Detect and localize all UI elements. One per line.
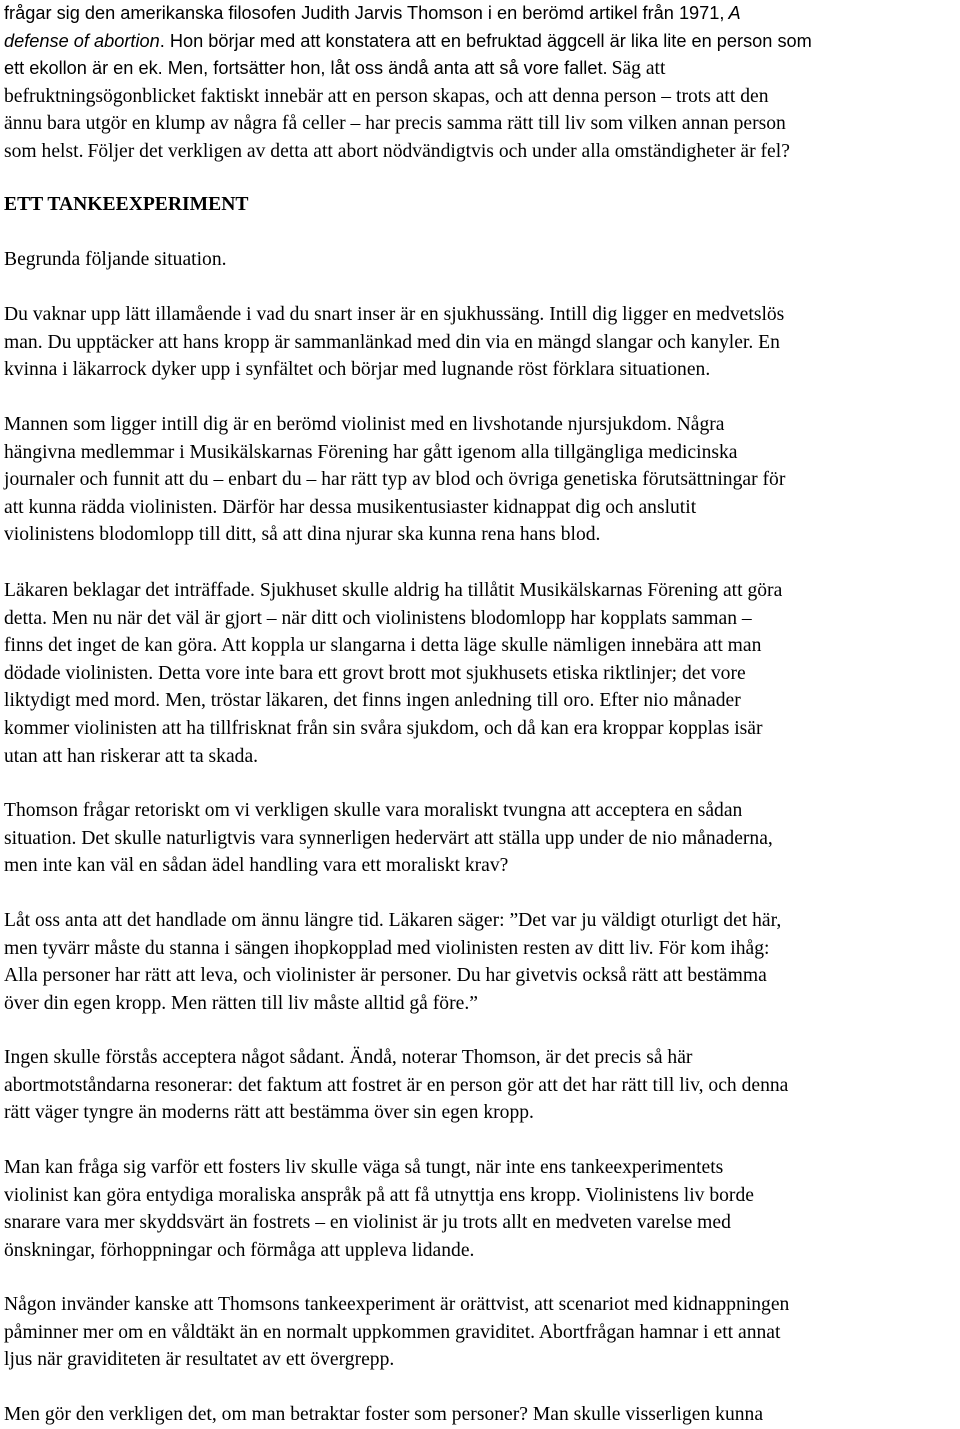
paragraph-1: Begrunda följande situation. — [4, 249, 227, 270]
paragraph-8: Man kan fråga sig varför ett fosters liv skulle väga så tungt, när inte ens tankeexperimentets violinist kan göra entydiga moraliska anspråk på att få utnyttja ens kropp. Violinistens liv borde snarare vara mer skyddsvärt än fostrets – en violinist är ju trots allt en medveten varelse med önskningar, förhoppningar och förmåga att uppleva lidande. — [4, 1157, 754, 1261]
intro-paragraph — [4, 0, 956, 166]
paragraph-6: Låt oss anta att det handlade om ännu längre tid. Läkaren säger: ”Det var ju väldigt oturligt det här, men tyvärr måste du stanna i sängen ihopkopplad med violinisten resten av ditt liv. För kom ihåg: Alla personer har rätt att leva, och violinister är personer. Du har givetvis också rätt att bestämma över din egen kropp. Men rätten till liv måste alltid gå före.” — [4, 910, 782, 1014]
intro-line-4: befruktningsögonblicket faktiskt innebär att en person skapas, och att denna person – trots att den — [4, 85, 769, 107]
intro-line-5: ännu bara utgör en klump av några få celler – har precis samma rätt till liv som vilken annan person — [4, 113, 786, 135]
italic-article-title: defense of abortion — [4, 30, 160, 51]
intro-line-3: ett ekollon är en ek. Men, fortsätter hon, låt oss ändå anta att så vore fallet. Säg att — [4, 58, 666, 80]
paragraph-9: Någon invänder kanske att Thomsons tankeexperiment är orättvist, att scenariot med kidnappningen påminner mer om en våldtäkt än en normalt uppkommen graviditet. Abortfrågan hamnar i ett annat ljus när graviditeten är resultatet av ett övergrepp. — [4, 1294, 790, 1371]
paragraph-7: Ingen skulle förstås acceptera något sådant. Ändå, noterar Thomson, är det precis så här abortmotståndarna resonerar: det faktum att fostret är en person gör att det har rätt till liv, och denna rätt väger tyngre än moderns rätt att bestämma över sin egen kropp. — [4, 1047, 789, 1124]
intro-line-6: som helst. Följer det verkligen av detta att abort nödvändigtvis och under alla omständigheter är fel? — [4, 140, 790, 162]
intro-line-1: frågar sig den amerikanska filosofen Judith Jarvis Thomson i en berömd artikel från 1971, A — [4, 3, 741, 23]
section-heading: ETT TANKEEXPERIMENT — [4, 194, 249, 215]
paragraph-5: Thomson frågar retoriskt om vi verkligen skulle vara moraliskt tvungna att acceptera en sådan situation. Det skulle naturligtvis vara synnerligen hedervärt att ställa upp under de nio månaderna, men inte kan väl en sådan ädel handling vara ett moraliskt krav? — [4, 800, 773, 877]
paragraph-3: Mannen som ligger intill dig är en berömd violinist med en livshotande njursjukdom. Några hängivna medlemmar i Musikälskarnas Förening har gått igenom alla tillgängliga medicinska journaler och funnit att du – enbart du – har rätt typ av blod och övriga genetiska förutsättningar för att kunna rädda violinisten. Därför har dessa musikentusiaster kidnappat dig och anslutit violinistens blodomlopp till ditt, så att dina njurar ska kunna rena hans blod. — [4, 414, 786, 546]
paragraph-4: Läkaren beklagar det inträffade. Sjukhuset skulle aldrig ha tillåtit Musikälskarnas Förening att göra detta. Men nu när det väl är gjort – när ditt och violinistens blodomlopp har kopplats samman – finns det inget de kan göra. Att koppla ur slangarna i detta läge skulle nämligen innebära att man dödade violinisten. Detta vore inte bara ett grovt brott mot sjukhusets etiska riktlinjer; det vore liktydigt med mord. Men, tröstar läkaren, det finns ingen anledning till oro. Efter nio månader kommer violinisten att ha tillfrisknat från sin svåra sjukdom, och då kan era kroppar kopplas isär utan att han riskerar att ta skada. — [4, 580, 783, 767]
intro-line-2: defense of abortion. Hon börjar med att konstatera att en befruktad äggcell är lika lite en person som — [4, 30, 812, 51]
paragraph-10: Men gör den verkligen det, om man betraktar foster som personer? Man skulle visserligen kunna — [4, 1404, 764, 1425]
paragraph-2: Du vaknar upp lätt illamående i vad du snart inser är en sjukhussäng. Intill dig ligger en medvetslös man. Du upptäcker att hans kropp är sammanlänkad med din via en mängd slangar och kanyler. En kvinna i läkarrock dyker upp i synfältet och börjar med lugnande röst förklara situationen. — [4, 304, 785, 381]
italic-article-title-start: A — [728, 3, 741, 23]
